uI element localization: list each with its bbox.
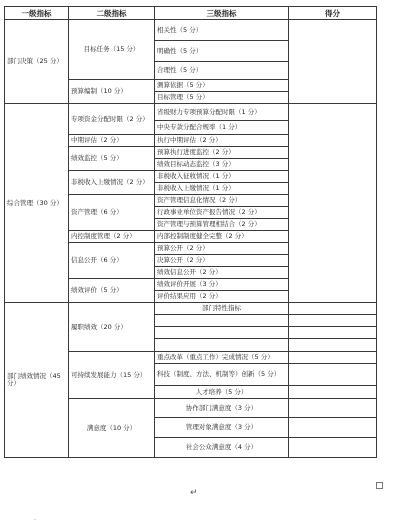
level3-cell: 资产管理与预算管理相结合（2 分） bbox=[155, 219, 289, 231]
score-cell[interactable] bbox=[289, 303, 377, 315]
level2-cell: 资产管理（6 分） bbox=[69, 195, 155, 231]
level1-cell: 部门决策（25 分） bbox=[5, 20, 69, 104]
level3-cell: 测算依据（5 分） bbox=[155, 80, 289, 92]
level3-cell: 预算执行进度监控（2 分） bbox=[155, 147, 289, 159]
level3-cell: 省级财力专项预算分配时限（1 分） bbox=[155, 104, 289, 121]
level2-cell: 非税收入上缴情况（2 分） bbox=[69, 171, 155, 195]
score-cell[interactable] bbox=[289, 438, 377, 458]
level3-cell bbox=[155, 339, 289, 352]
level1-cell: 综合管理（30 分） bbox=[5, 104, 69, 303]
level3-cell: 资产管理信息化情况（2 分） bbox=[155, 195, 289, 207]
table-resize-handle[interactable] bbox=[376, 482, 383, 489]
level3-cell: 非税收入上缴情况（1 分） bbox=[155, 183, 289, 195]
page-tick-mark: . bbox=[34, 515, 36, 522]
level3-cell: 科技（制度、方法、机制等）创新（5 分） bbox=[155, 364, 289, 386]
header-level1: 一级指标 bbox=[5, 7, 69, 20]
score-cell[interactable] bbox=[289, 339, 377, 352]
level2-cell: 满意度（10 分） bbox=[69, 399, 155, 458]
level3-cell: 执行中期评估（2 分） bbox=[155, 135, 289, 147]
level3-cell: 内部控制制度健全完整（2 分） bbox=[155, 231, 289, 243]
level3-cell: 绩效目标动态监控（3 分） bbox=[155, 159, 289, 171]
table-row bbox=[5, 20, 377, 41]
level3-cell: 相关性（5 分） bbox=[155, 20, 289, 41]
level3-cell: 行政事业单位资产报告情况（2 分） bbox=[155, 207, 289, 219]
header-level3: 三级指标 bbox=[155, 7, 289, 20]
level2-cell: 中期评估（2 分） bbox=[69, 135, 155, 147]
level2-cell: 预算编制（10 分） bbox=[69, 80, 155, 104]
level3-cell: 人才培养（5 分） bbox=[155, 386, 289, 399]
level2-cell: 目标任务（15 分） bbox=[69, 20, 155, 80]
table-row bbox=[5, 303, 377, 315]
level1-cell: 部门绩效情况（45 分） bbox=[5, 303, 69, 458]
level3-cell: 目标管理（5 分） bbox=[155, 92, 289, 104]
header-row bbox=[5, 7, 377, 20]
score-cell[interactable] bbox=[289, 20, 377, 104]
header-score: 得分 bbox=[289, 7, 377, 20]
level3-cell bbox=[155, 327, 289, 339]
score-cell[interactable] bbox=[289, 327, 377, 339]
level3-cell bbox=[155, 315, 289, 327]
score-cell[interactable] bbox=[289, 315, 377, 327]
level3-cell: 明确性（5 分） bbox=[155, 41, 289, 62]
paragraph-mark: ↵ bbox=[190, 488, 198, 498]
level3-cell: 部门特性指标 bbox=[155, 303, 289, 315]
score-cell[interactable] bbox=[289, 352, 377, 364]
level2-cell: 可持续发展能力（15 分） bbox=[69, 352, 155, 399]
level3-cell: 预算公开（2 分） bbox=[155, 243, 289, 255]
score-cell[interactable] bbox=[289, 418, 377, 438]
level2-cell: 绩效评价（5 分） bbox=[69, 279, 155, 303]
level3-cell: 评价结果应用（2 分） bbox=[155, 291, 289, 303]
score-cell[interactable] bbox=[289, 364, 377, 386]
score-cell[interactable] bbox=[289, 386, 377, 399]
level3-cell: 绩效信息公开（2 分） bbox=[155, 267, 289, 279]
level2-cell: 信息公开（6 分） bbox=[69, 243, 155, 279]
score-cell[interactable] bbox=[289, 104, 377, 303]
score-cell[interactable] bbox=[289, 399, 377, 418]
level3-cell: 合理性（5 分） bbox=[155, 62, 289, 80]
level2-cell: 履职绩效（20 分） bbox=[69, 303, 155, 352]
level2-cell: 专项资金分配时限（2 分） bbox=[69, 104, 155, 135]
level3-cell: 重点改革（重点工作）完成情况（5 分） bbox=[155, 352, 289, 364]
level3-cell: 绩效评价开展（3 分） bbox=[155, 279, 289, 291]
header-level2: 二级指标 bbox=[69, 7, 155, 20]
level3-cell: 管理对象满意度（3 分） bbox=[155, 418, 289, 438]
level3-cell: 社会公众满意度（4 分） bbox=[155, 438, 289, 458]
level2-cell: 绩效监控（5 分） bbox=[69, 147, 155, 171]
level3-cell: 非税收入征收情况（1 分） bbox=[155, 171, 289, 183]
level3-cell: 决算公开（2 分） bbox=[155, 255, 289, 267]
table-row bbox=[5, 104, 377, 121]
level2-cell: 内控制度管理（2 分） bbox=[69, 231, 155, 243]
level3-cell: 协作部门满意度（3 分） bbox=[155, 399, 289, 418]
evaluation-table bbox=[4, 6, 377, 458]
level3-cell: 中央专款分配合规率（1 分） bbox=[155, 121, 289, 135]
